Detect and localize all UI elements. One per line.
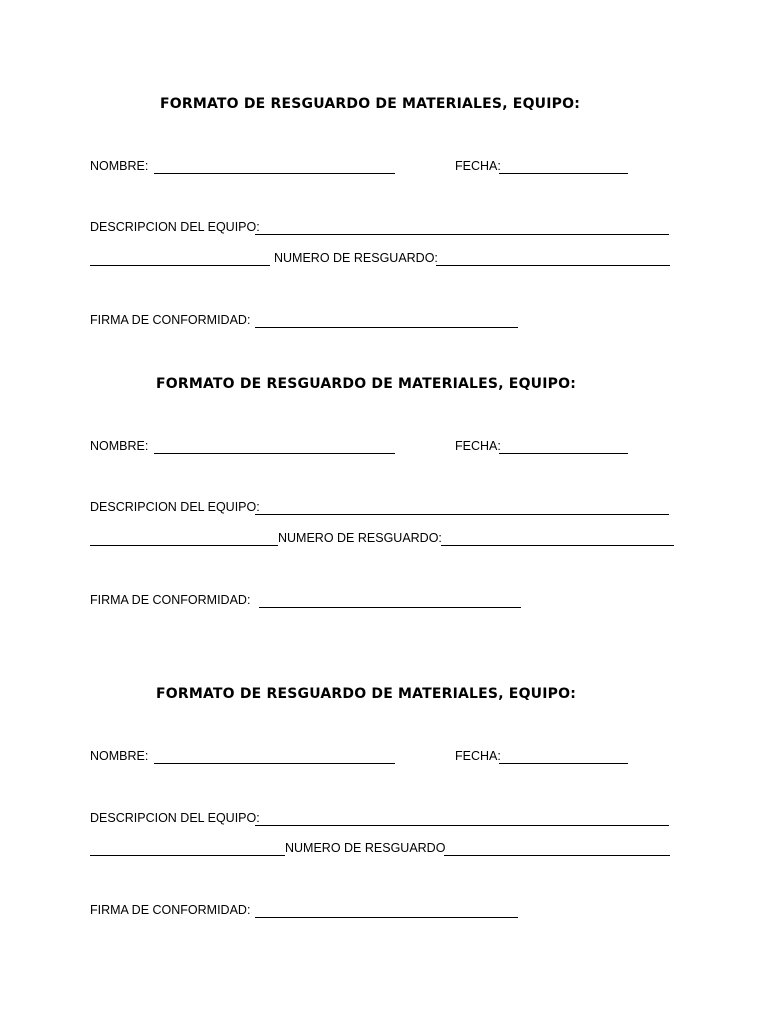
numero-field[interactable] <box>436 265 670 266</box>
nombre-field[interactable] <box>154 453 395 454</box>
nombre-label: NOMBRE: <box>90 749 149 763</box>
numero-label: NUMERO DE RESGUARDO <box>285 841 446 855</box>
firma-label: FIRMA DE CONFORMIDAD: <box>90 593 251 607</box>
numero-field[interactable] <box>444 855 670 856</box>
nombre-field[interactable] <box>154 763 395 764</box>
descripcion-field[interactable] <box>255 825 669 826</box>
fecha-field[interactable] <box>499 763 628 764</box>
fecha-label: FECHA: <box>455 439 501 453</box>
fecha-label: FECHA: <box>455 749 501 763</box>
nombre-label: NOMBRE: <box>90 159 149 173</box>
descripcion-continuation-field[interactable] <box>90 545 278 546</box>
numero-label: NUMERO DE RESGUARDO: <box>278 531 442 545</box>
fecha-field[interactable] <box>499 173 628 174</box>
firma-field[interactable] <box>259 607 521 608</box>
firma-label: FIRMA DE CONFORMIDAD: <box>90 903 251 917</box>
form-title: FORMATO DE RESGUARDO DE MATERIALES, EQUIPO: <box>156 686 577 702</box>
fecha-field[interactable] <box>499 453 628 454</box>
numero-label: NUMERO DE RESGUARDO: <box>274 251 438 265</box>
numero-field[interactable] <box>441 545 674 546</box>
descripcion-field[interactable] <box>255 514 669 515</box>
descripcion-continuation-field[interactable] <box>90 265 270 266</box>
firma-field[interactable] <box>255 917 518 918</box>
form-title: FORMATO DE RESGUARDO DE MATERIALES, EQUIPO: <box>160 96 581 112</box>
firma-field[interactable] <box>255 327 518 328</box>
nombre-label: NOMBRE: <box>90 439 149 453</box>
descripcion-label: DESCRIPCION DEL EQUIPO: <box>90 220 260 234</box>
fecha-label: FECHA: <box>455 159 501 173</box>
descripcion-label: DESCRIPCION DEL EQUIPO: <box>90 811 260 825</box>
descripcion-continuation-field[interactable] <box>90 855 285 856</box>
nombre-field[interactable] <box>154 173 395 174</box>
descripcion-field[interactable] <box>255 234 669 235</box>
firma-label: FIRMA DE CONFORMIDAD: <box>90 313 251 327</box>
form-title: FORMATO DE RESGUARDO DE MATERIALES, EQUIPO: <box>156 376 577 392</box>
descripcion-label: DESCRIPCION DEL EQUIPO: <box>90 500 260 514</box>
